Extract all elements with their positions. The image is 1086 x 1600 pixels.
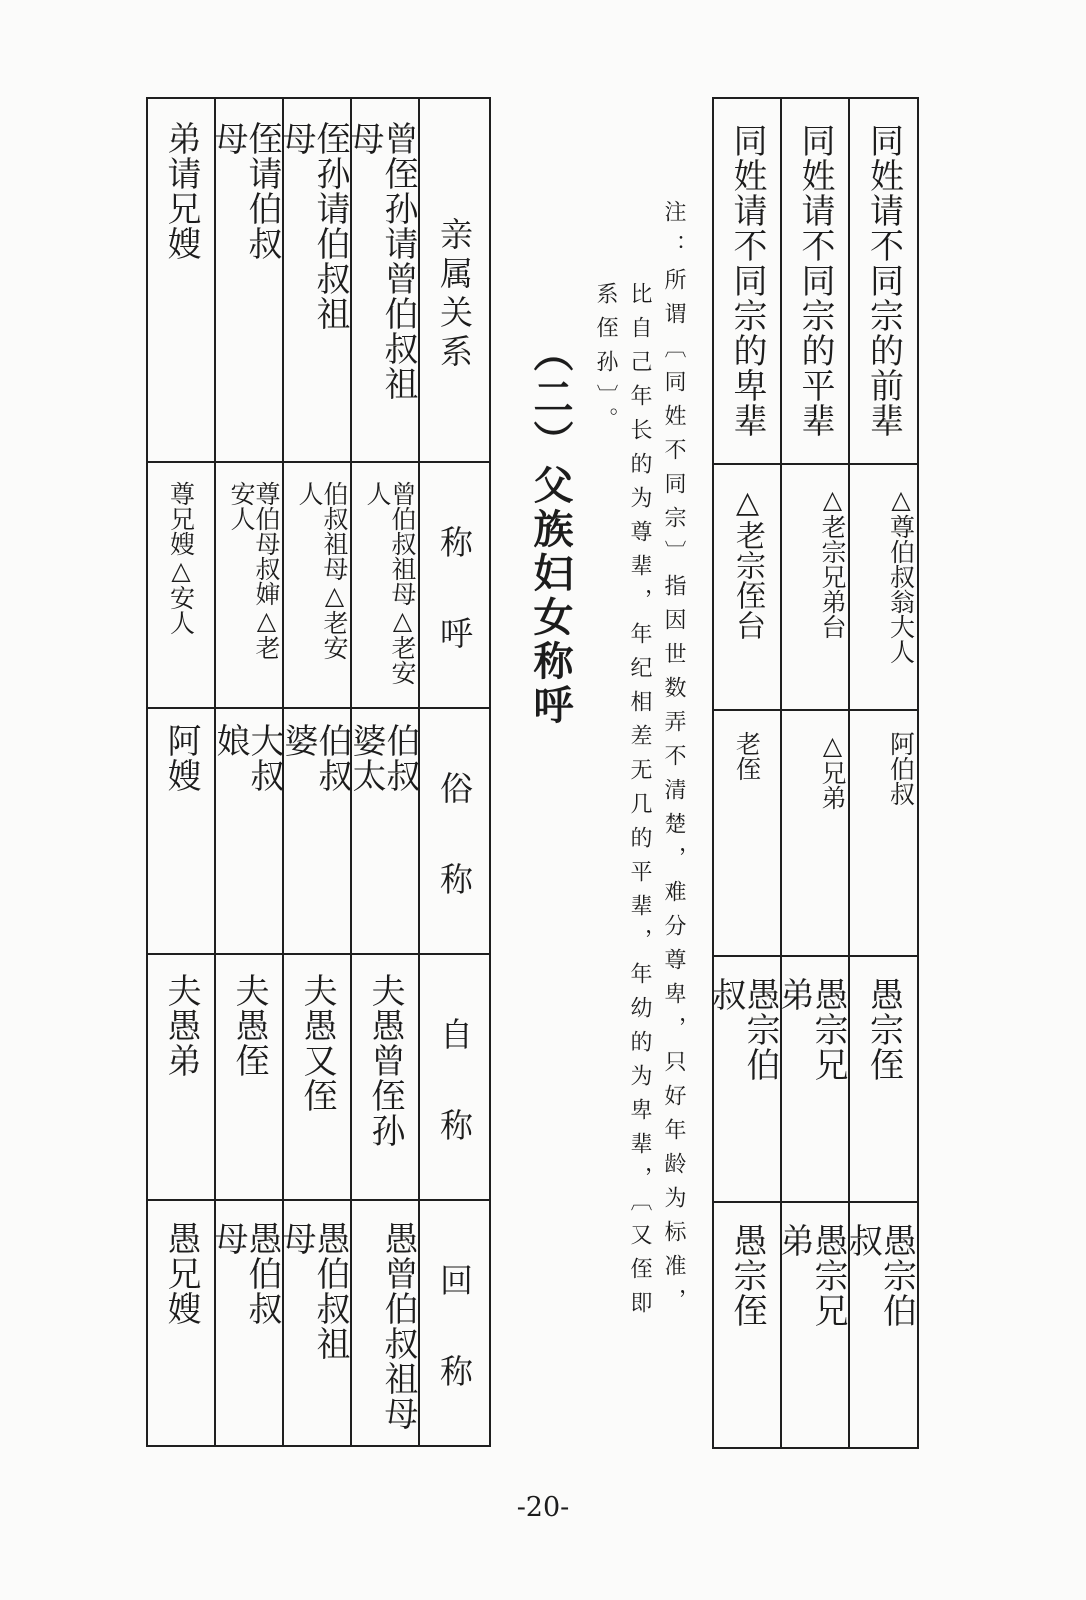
self-cell xyxy=(774,956,849,1202)
header-title: 称呼 xyxy=(435,525,474,707)
title-cell xyxy=(351,462,419,708)
self-cell xyxy=(849,956,918,1202)
relation-text: 弟请兄嫂 xyxy=(161,121,201,261)
note-line-1: 注：所谓〔同姓不同宗〕指因世数弄不清楚，难分尊卑，只好年龄为标准， xyxy=(661,200,686,1322)
common-cell xyxy=(346,708,420,954)
relation-cell xyxy=(344,98,419,462)
left-kinship-table xyxy=(146,97,491,1447)
reply-text: 愚伯叔母 xyxy=(208,1221,282,1326)
title-text: 尊兄嫂△安人 xyxy=(166,481,196,635)
relation-cell xyxy=(147,98,215,462)
common-text: 大叔娘 xyxy=(210,723,284,793)
header-self-cell xyxy=(419,954,490,1200)
note-line-2: 比自己年长的为尊辈，年纪相差无几的平辈，年幼的为卑辈，〔又侄即 xyxy=(627,282,652,1325)
self-text: 夫愚侄 xyxy=(229,973,269,1078)
section-title: （二）父族妇女称呼 xyxy=(527,332,573,728)
relation-text: 侄请伯叔母 xyxy=(208,121,282,261)
reply-text: 愚兄嫂 xyxy=(161,1221,201,1326)
self-cell xyxy=(351,954,419,1200)
reply-cell xyxy=(147,1200,215,1446)
self-text: 愚宗伯叔 xyxy=(706,977,780,1082)
header-common-cell xyxy=(419,708,490,954)
self-text: 夫愚曾侄孙 xyxy=(365,973,405,1148)
self-cell xyxy=(147,954,215,1200)
title-text: △老宗兄弟台 xyxy=(818,485,847,639)
relation-cell xyxy=(781,98,849,464)
self-text: 愚宗侄 xyxy=(863,977,904,1082)
reply-cell xyxy=(842,1202,918,1448)
header-common: 俗称 xyxy=(435,771,474,953)
common-text: 阿嫂 xyxy=(161,723,201,793)
title-text: 尊伯母叔婶△老安人 xyxy=(227,481,281,660)
header-reply-cell xyxy=(419,1200,490,1446)
title-text: △老宗侄台 xyxy=(730,485,765,640)
note-line-3: 系侄孙〕。 xyxy=(593,282,618,441)
page-number: -20- xyxy=(516,1492,570,1523)
title-cell xyxy=(849,464,918,710)
reply-cell xyxy=(774,1202,849,1448)
title-cell xyxy=(283,462,351,708)
relation-text: 同姓请不同宗的卑辈 xyxy=(727,123,767,438)
header-reply: 回称 xyxy=(435,1263,474,1445)
reply-text: 愚宗侄 xyxy=(727,1223,767,1328)
common-cell xyxy=(210,708,284,954)
relation-text: 侄孙请伯叔祖母 xyxy=(276,121,350,331)
relation-text: 同姓请不同宗的前辈 xyxy=(863,123,904,438)
self-text: 夫愚弟 xyxy=(161,973,201,1078)
title-cell xyxy=(147,462,215,708)
self-cell xyxy=(706,956,781,1202)
common-text: △兄弟 xyxy=(818,731,847,810)
relation-text: 曾侄孙请曾伯叔祖母 xyxy=(344,121,418,401)
common-cell xyxy=(278,708,352,954)
reply-text: 愚宗伯叔 xyxy=(842,1223,917,1328)
common-text: 阿伯叔 xyxy=(886,731,916,806)
reply-text: 愚伯叔祖母 xyxy=(276,1221,350,1361)
self-cell xyxy=(283,954,351,1200)
title-cell xyxy=(713,464,781,710)
reply-text: 愚宗兄弟 xyxy=(774,1223,848,1328)
common-text: 老侄 xyxy=(732,731,762,781)
common-text: 伯叔婆太 xyxy=(346,723,420,793)
common-cell xyxy=(849,710,918,956)
title-cell xyxy=(215,462,283,708)
reply-cell xyxy=(351,1200,419,1446)
title-text: 伯叔祖母△老安人 xyxy=(295,481,349,660)
relation-cell xyxy=(208,98,283,462)
relation-cell xyxy=(713,98,781,464)
right-kinship-table xyxy=(706,97,919,1449)
common-cell xyxy=(147,708,215,954)
common-text: 伯叔婆 xyxy=(278,723,352,793)
header-title-cell xyxy=(419,462,490,708)
header-relation-cell xyxy=(419,98,490,462)
reply-cell xyxy=(713,1202,781,1448)
self-cell xyxy=(215,954,283,1200)
relation-cell xyxy=(276,98,351,462)
title-text: 曾伯叔祖母△老安人 xyxy=(363,481,417,685)
reply-cell xyxy=(208,1200,283,1446)
relation-text: 同姓请不同宗的平辈 xyxy=(795,123,835,438)
relation-cell xyxy=(849,98,918,464)
title-cell xyxy=(781,464,849,710)
reply-text: 愚曾伯叔祖母 xyxy=(378,1221,418,1431)
header-relation: 亲属关系 xyxy=(435,217,474,373)
self-text: 愚宗兄弟 xyxy=(774,977,848,1082)
reply-cell xyxy=(276,1200,351,1446)
common-cell xyxy=(781,710,849,956)
common-cell xyxy=(713,710,781,956)
title-text: △尊伯叔翁大人 xyxy=(886,485,916,664)
header-self: 自称 xyxy=(435,1017,474,1199)
self-text: 夫愚又侄 xyxy=(297,973,337,1113)
